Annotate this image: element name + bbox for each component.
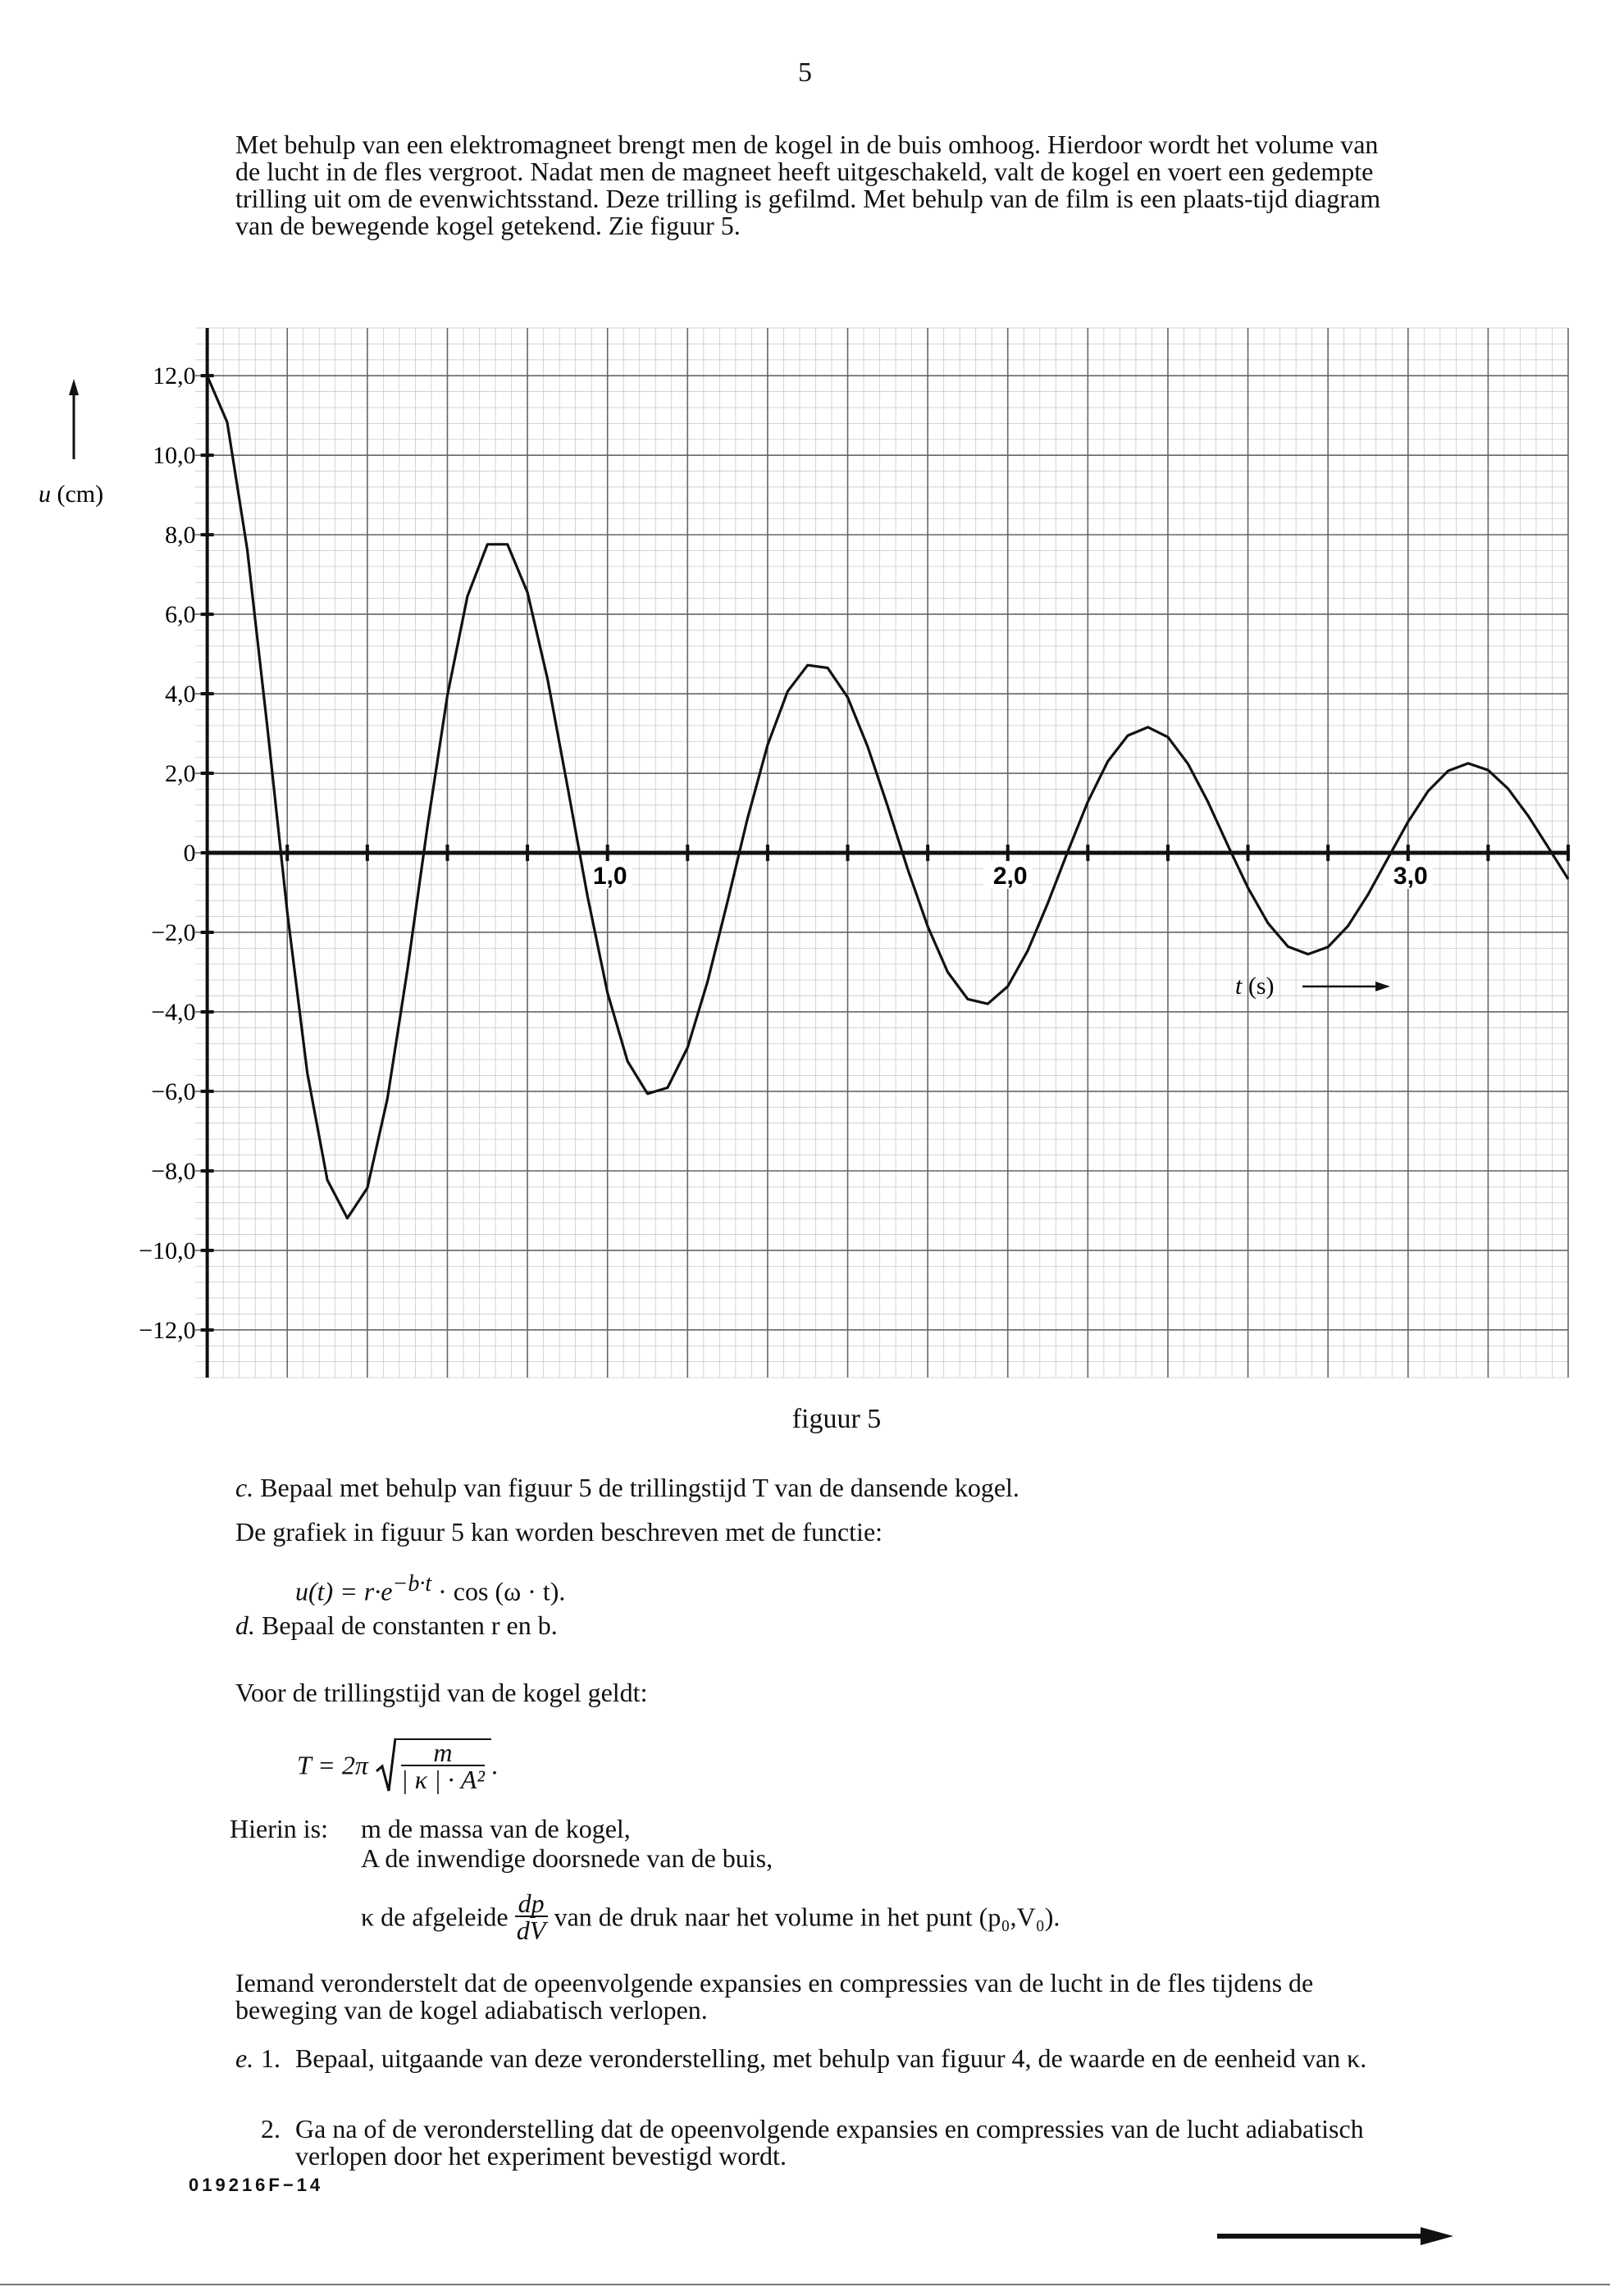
figure-5-chart (0, 312, 1610, 1394)
kappa-denominator: dV (516, 1916, 546, 1945)
sqrt-sign (375, 1737, 396, 1794)
page-number: 5 (798, 57, 812, 88)
y-tick-label: −6,0 (151, 1077, 196, 1105)
y-axis-arrow (69, 379, 79, 459)
function-rhs: · cos (ω · t). (431, 1576, 566, 1606)
question-e-letter: e. (235, 2043, 254, 2073)
period-fraction (395, 1738, 491, 1793)
period-numerator: m (401, 1740, 485, 1766)
function-formula (295, 1571, 565, 1607)
figure-caption: figuur 5 (791, 1404, 882, 1434)
y-tick-label: 12,0 (153, 362, 196, 390)
y-tick-label: −10,0 (139, 1237, 196, 1264)
period-denominator: | κ | · A² (400, 1765, 485, 1794)
x-tick-label: 3,0 (1393, 863, 1428, 890)
question-e1-number: 1. (261, 2043, 280, 2073)
question-c (235, 1474, 1019, 1501)
y-tick-label: −12,0 (139, 1316, 196, 1344)
period-end: . (490, 1750, 498, 1780)
axes (208, 328, 1568, 1378)
x-tick-label: 2,0 (992, 863, 1028, 890)
x-axis-label-group (1235, 973, 1390, 1000)
y-tick-label: −4,0 (151, 998, 196, 1026)
period-formula (297, 1737, 498, 1794)
page-bottom-rule (0, 2284, 1610, 2285)
question-e1-text: Bepaal, uitgaande van deze veronderstelling, met behulp van figuur 4, de waarde en de eenheid van κ. (295, 2043, 1367, 2073)
definition-kappa (361, 1888, 1060, 1945)
question-d-text: Bepaal de constanten r en b. (262, 1610, 558, 1640)
definition-m: m de massa van de kogel, (361, 1814, 631, 1843)
question-e2-text: Ga na of de veronderstelling dat de opeenvolgende expansies en compressies van de lucht adiabatisch verlopen door het experiment bevestigd wordt. (295, 2114, 1364, 2171)
footer-code: 019216F−14 (189, 2175, 324, 2195)
question-e-label (235, 2045, 253, 2072)
function-lhs: u(t) = r·e (295, 1576, 393, 1606)
kappa-numerator: dp (515, 1891, 548, 1917)
question-c-label: c. (235, 1473, 254, 1502)
y-tick-label: 0 (183, 840, 196, 867)
y-tick-label: 4,0 (165, 681, 196, 708)
definition-kappa-post: van de druk naar het volume in het punt (p₀,V₀). (554, 1902, 1060, 1932)
question-e2-number: 2. (261, 2114, 280, 2143)
x-tick-label: 1,0 (592, 863, 627, 890)
function-intro: De grafiek in figuur 5 kan worden beschreven met de functie: (235, 1517, 883, 1547)
function-exponent: −b·t (392, 1571, 432, 1597)
definition-a: A de inwendige doorsnede van de buis, (361, 1843, 773, 1873)
x-axis-label: t (s) (1235, 973, 1275, 1000)
intro-paragraph: Met behulp van een elektromagneet brengt men de kogel in de buis omhoog. Hierdoor wordt het volume van de lucht in de fles vergroot. Nadat men de magneet heeft uitgeschakeld, valt de kogel en voert een gedempte trilling uit om de evenwichtsstand. Deze trilling is gefilmd. Met behulp van de film is een plaats-tijd diagram van de bewegende kogel getekend. Zie figuur 5. (235, 130, 1381, 240)
kappa-fraction (515, 1888, 548, 1945)
y-tick-label: 2,0 (165, 760, 196, 788)
adiabatic-paragraph: Iemand veronderstelt dat de opeenvolgende expansies en compressies van de lucht in de fles tijdens de beweging van de kogel adiabatisch verlopen. (235, 1968, 1314, 2025)
period-intro: Voor de trillingstijd van de kogel geldt: (235, 1678, 648, 1707)
period-lhs: T = 2π (297, 1750, 368, 1780)
question-d-label: d. (235, 1610, 255, 1640)
question-c-text: Bepaal met behulp van figuur 5 de trillingstijd T van de dansende kogel. (260, 1473, 1019, 1502)
y-tick-label: −2,0 (151, 918, 196, 946)
y-tick-label: 8,0 (165, 522, 196, 549)
y-tick-label: 6,0 (165, 601, 196, 629)
y-tick-label: 10,0 (153, 442, 196, 470)
hierin-label: Hierin is: (230, 1814, 328, 1843)
x-axis-arrow (1375, 982, 1390, 991)
definition-kappa-pre: κ de afgeleide (361, 1902, 509, 1932)
next-page-arrow-icon (1214, 2222, 1460, 2250)
y-axis-label: u (cm) (39, 481, 104, 508)
question-d (235, 1612, 558, 1639)
y-tick-label: −8,0 (151, 1157, 196, 1185)
